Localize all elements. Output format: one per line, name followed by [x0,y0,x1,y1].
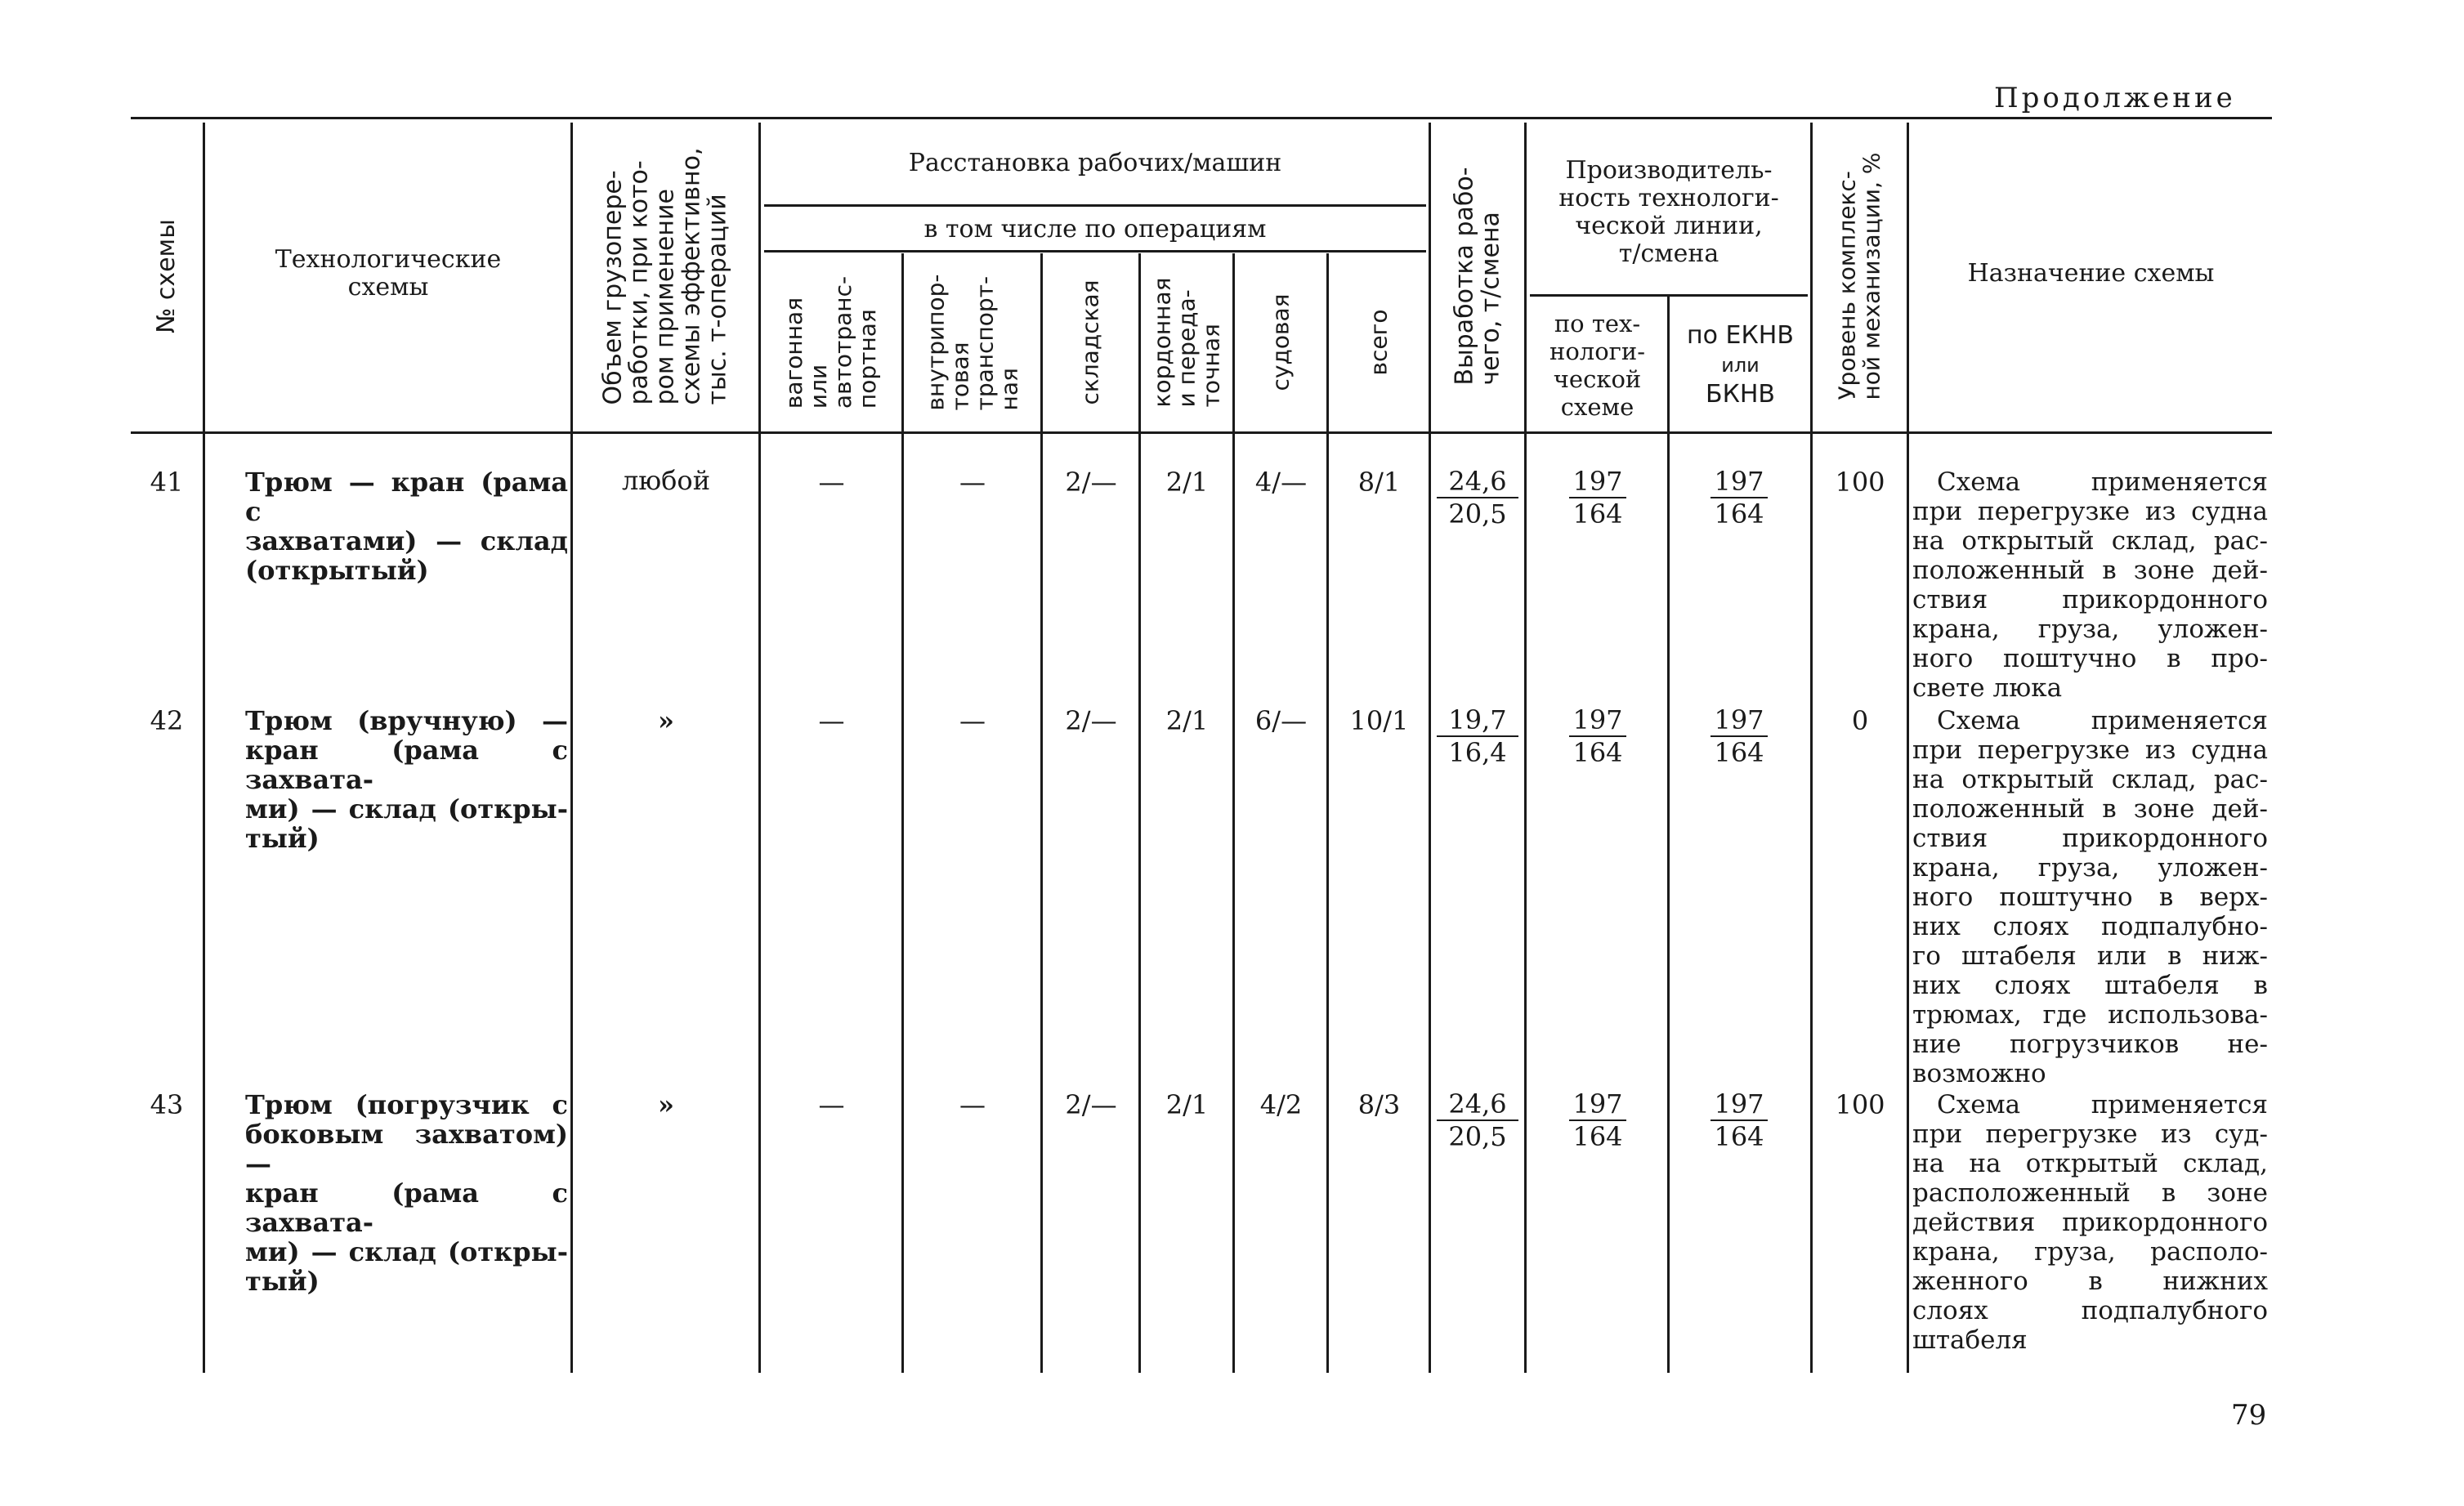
header-no: № схемы [152,218,181,333]
row-42-total: 10/1 [1349,705,1409,736]
row-43-internal: — [959,1089,986,1120]
row-42-scheme: Трюм (вручную) — кран (рама с захвата- ми) — склад (откры- тый) [245,705,568,854]
row-43-wagon: — [818,1089,845,1120]
row-43-ship: 4/2 [1259,1089,1303,1120]
header-output: Выработка рабо- чего, т/смена [1450,166,1505,386]
header-placement: Расстановка рабочих/машин [908,149,1282,177]
col-divider-4 [901,253,904,1373]
incl-subrule [764,250,1426,252]
row-43-warehouse: 2/— [1065,1089,1117,1120]
row-41-purpose: Схема применяется при перегрузке из судна на открытый склад, рас- положенный в зоне дей- ствия прикордонного крана, груза, уложен- ного поштучно в про- свете люка [1912,467,2268,703]
row-41-internal: — [959,467,986,498]
header-incl: в том числе по операциям [923,215,1267,244]
row-43-by-scheme: $\frac{197}{164}$ [1569,1088,1626,1152]
header-op-wagon: вагонная или автотранс- портная [780,275,882,409]
continuation-label: Продолжение [1994,82,2236,114]
row-42-wagon: — [818,705,845,736]
row-43-volume: » [658,1089,674,1120]
col-divider-8 [1326,253,1329,1373]
row-41-by-eknv: $\frac{197}{164}$ [1710,466,1768,530]
col-divider-7 [1232,253,1235,1373]
page-number: 79 [2231,1399,2267,1432]
col-divider-3 [758,123,761,1373]
row-41-ship: 4/— [1254,467,1308,498]
header-productivity: Производитель- ность технологи- ческой линии, т/смена [1558,156,1779,268]
header-total: всего [1365,309,1393,375]
col-divider-5 [1040,253,1043,1373]
row-42-warehouse: 2/— [1065,705,1117,736]
row-43-scheme: Трюм (погрузчик с боковым захватом) — кран (рама с захвата- ми) — склад (откры- тый) [245,1089,568,1297]
col-divider-9 [1429,123,1431,1373]
header-by-scheme: по тех- нологи- ческой схеме [1550,309,1645,421]
row-43-no: 43 [150,1089,184,1120]
header-op-internal: внутрипор- товая транспорт- ная [922,274,1023,410]
col-divider-11 [1667,294,1670,1373]
header-purpose: Назначение схемы [1967,259,2215,288]
placement-subrule [764,204,1426,207]
col-divider-6 [1138,253,1141,1373]
col-divider-13 [1907,123,1909,1373]
row-41-total: 8/1 [1357,467,1401,498]
row-42-internal: — [959,705,986,736]
col-divider-10 [1524,123,1527,1373]
header-op-cordon: кордонная и переда- точная [1148,277,1225,407]
table-top-rule [131,117,2272,119]
header-mechanization: Уровень комплекс- ной механизации, % [1834,151,1885,400]
row-43-purpose: Схема применяется при перегрузке из суд- на на открытый склад, расположенный в зоне действия прикордонного крана, груза, располо- женного в нижних слоях подпалубного штабеля [1912,1090,2268,1355]
row-42-ship: 6/— [1254,705,1308,736]
row-41-scheme: Трюм — кран (рама с захватами) — склад (открытый) [245,467,568,586]
row-42-by-scheme: $\frac{197}{164}$ [1569,704,1626,768]
row-42-cordon: 2/1 [1165,705,1209,736]
row-42-purpose: Схема применяется при перегрузке из судна на открытый склад, рас- положенный в зоне дей- ствия прикордонного крана, груза, уложен- ного поштучно в верх- них слоях подпалубно- го штабеля или в ниж- них слоях штабеля в трюмах, где использова- ние погрузчиков не- возможно [1912,706,2268,1088]
row-42-by-eknv: $\frac{197}{164}$ [1710,704,1768,768]
row-43-by-eknv: $\frac{197}{164}$ [1710,1088,1768,1152]
row-43-output: $\frac{24,6}{20,5}$ [1437,1088,1518,1152]
row-41-warehouse: 2/— [1065,467,1117,498]
row-41-volume: любой [621,465,711,496]
col-divider-12 [1810,123,1813,1373]
row-42-no: 42 [150,705,184,736]
row-41-wagon: — [818,467,845,498]
row-43-mech: 100 [1835,1089,1885,1120]
row-41-output: $\frac{24,6}{20,5}$ [1437,466,1518,530]
col-divider-2 [570,123,573,1373]
row-41-cordon: 2/1 [1165,467,1209,498]
row-43-total: 8/3 [1357,1089,1401,1120]
header-bottom-rule [131,431,2272,434]
row-42-output: $\frac{19,7}{16,4}$ [1437,704,1518,768]
header-by-eknv: по ЕКНВ или БКНВ [1687,320,1794,409]
header-op-ship: судовая [1267,293,1295,391]
header-schemes: Технологические схемы [275,245,502,302]
col-divider-1 [203,123,205,1373]
header-op-warehouse: складская [1077,279,1104,405]
row-43-cordon: 2/1 [1165,1089,1209,1120]
row-41-by-scheme: $\frac{197}{164}$ [1569,466,1626,530]
row-42-mech: 0 [1851,705,1869,736]
header-volume: Объем грузопере- работки, при кото- ром применение схемы эффективно, тыс. т-операций [599,146,732,405]
row-41-mech: 100 [1835,467,1885,498]
row-42-volume: » [658,705,674,736]
row-41-no: 41 [150,467,184,498]
